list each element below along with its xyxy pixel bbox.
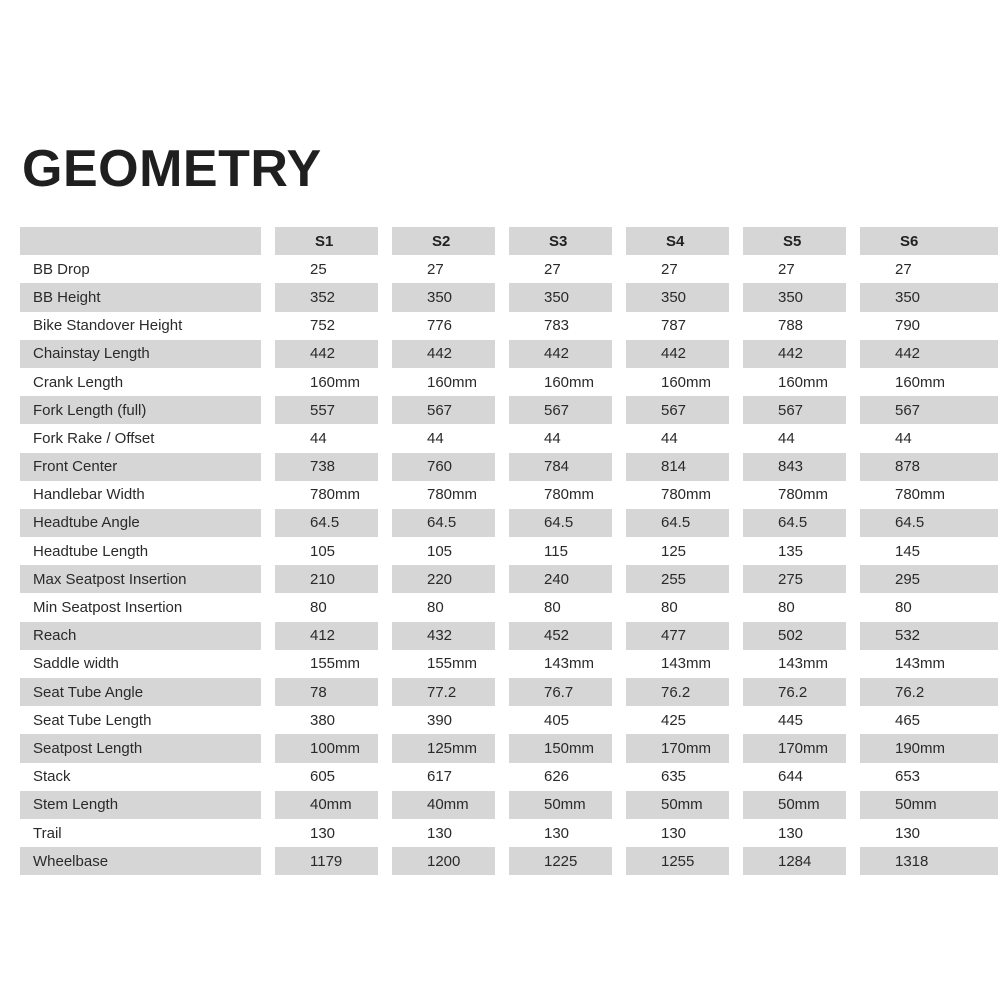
cell-s2: 442 — [392, 340, 509, 368]
cell-s6: 1318 — [860, 847, 998, 875]
row-label: Saddle width — [20, 650, 275, 678]
cell-s2: 44 — [392, 424, 509, 452]
cell-s6: 190mm — [860, 734, 998, 762]
cell-s2: 64.5 — [392, 509, 509, 537]
cell-s3: 150mm — [509, 734, 626, 762]
row-label: Seat Tube Length — [20, 706, 275, 734]
table-row — [20, 791, 998, 819]
table-row — [20, 593, 998, 621]
row-label: Reach — [20, 622, 275, 650]
cell-s4: 50mm — [626, 791, 743, 819]
size-header-s6: S6 — [860, 227, 998, 255]
cell-s3: 80 — [509, 593, 626, 621]
cell-s2: 130 — [392, 819, 509, 847]
cell-s2: 40mm — [392, 791, 509, 819]
cell-s2: 80 — [392, 593, 509, 621]
cell-s3: 115 — [509, 537, 626, 565]
cell-s3: 442 — [509, 340, 626, 368]
table-row — [20, 622, 998, 650]
cell-s2: 350 — [392, 283, 509, 311]
cell-s3: 567 — [509, 396, 626, 424]
size-header-s1: S1 — [275, 227, 392, 255]
cell-s2: 390 — [392, 706, 509, 734]
cell-s6: 295 — [860, 565, 998, 593]
cell-s3: 1225 — [509, 847, 626, 875]
cell-s6: 878 — [860, 453, 998, 481]
cell-s3: 76.7 — [509, 678, 626, 706]
table-row — [20, 537, 998, 565]
table-row — [20, 734, 998, 762]
row-label: Seatpost Length — [20, 734, 275, 762]
cell-s1: 64.5 — [275, 509, 392, 537]
geometry-table — [20, 227, 998, 875]
cell-s3: 405 — [509, 706, 626, 734]
size-header-s3: S3 — [509, 227, 626, 255]
cell-s6: 80 — [860, 593, 998, 621]
row-label: Chainstay Length — [20, 340, 275, 368]
cell-s3: 780mm — [509, 481, 626, 509]
table-row — [20, 706, 998, 734]
cell-s6: 130 — [860, 819, 998, 847]
size-header-s4: S4 — [626, 227, 743, 255]
cell-s6: 64.5 — [860, 509, 998, 537]
page-title: GEOMETRY — [22, 140, 322, 198]
cell-s4: 780mm — [626, 481, 743, 509]
cell-s2: 155mm — [392, 650, 509, 678]
cell-s3: 130 — [509, 819, 626, 847]
cell-s4: 1255 — [626, 847, 743, 875]
cell-s2: 617 — [392, 763, 509, 791]
cell-s5: 567 — [743, 396, 860, 424]
cell-s4: 80 — [626, 593, 743, 621]
cell-s1: 352 — [275, 283, 392, 311]
table-row — [20, 847, 998, 875]
cell-s3: 350 — [509, 283, 626, 311]
cell-s1: 780mm — [275, 481, 392, 509]
size-header-s2: S2 — [392, 227, 509, 255]
cell-s6: 532 — [860, 622, 998, 650]
cell-s2: 760 — [392, 453, 509, 481]
cell-s4: 425 — [626, 706, 743, 734]
cell-s2: 432 — [392, 622, 509, 650]
cell-s6: 465 — [860, 706, 998, 734]
cell-s6: 44 — [860, 424, 998, 452]
row-label: Fork Length (full) — [20, 396, 275, 424]
cell-s4: 125 — [626, 537, 743, 565]
cell-s6: 143mm — [860, 650, 998, 678]
row-label: Wheelbase — [20, 847, 275, 875]
row-label: Stack — [20, 763, 275, 791]
cell-s5: 644 — [743, 763, 860, 791]
cell-s6: 76.2 — [860, 678, 998, 706]
cell-s5: 275 — [743, 565, 860, 593]
cell-s4: 76.2 — [626, 678, 743, 706]
cell-s4: 255 — [626, 565, 743, 593]
cell-s3: 783 — [509, 312, 626, 340]
size-header-s5: S5 — [743, 227, 860, 255]
cell-s1: 752 — [275, 312, 392, 340]
cell-s1: 380 — [275, 706, 392, 734]
cell-s4: 350 — [626, 283, 743, 311]
cell-s3: 64.5 — [509, 509, 626, 537]
cell-s5: 445 — [743, 706, 860, 734]
cell-s1: 412 — [275, 622, 392, 650]
cell-s1: 210 — [275, 565, 392, 593]
cell-s5: 143mm — [743, 650, 860, 678]
cell-s1: 160mm — [275, 368, 392, 396]
cell-s5: 502 — [743, 622, 860, 650]
cell-s6: 160mm — [860, 368, 998, 396]
table-row — [20, 340, 998, 368]
cell-s5: 44 — [743, 424, 860, 452]
cell-s5: 442 — [743, 340, 860, 368]
row-label: Bike Standover Height — [20, 312, 275, 340]
cell-s4: 477 — [626, 622, 743, 650]
cell-s1: 738 — [275, 453, 392, 481]
cell-s1: 44 — [275, 424, 392, 452]
row-label: BB Height — [20, 283, 275, 311]
row-label: Max Seatpost Insertion — [20, 565, 275, 593]
table-row — [20, 424, 998, 452]
cell-s5: 160mm — [743, 368, 860, 396]
row-label: Stem Length — [20, 791, 275, 819]
cell-s3: 452 — [509, 622, 626, 650]
cell-s1: 155mm — [275, 650, 392, 678]
cell-s4: 64.5 — [626, 509, 743, 537]
table-row — [20, 255, 998, 283]
cell-s5: 76.2 — [743, 678, 860, 706]
size-header-row — [20, 227, 998, 255]
geometry-table-body — [20, 255, 998, 875]
row-label: BB Drop — [20, 255, 275, 283]
cell-s6: 50mm — [860, 791, 998, 819]
row-label: Headtube Angle — [20, 509, 275, 537]
cell-s1: 78 — [275, 678, 392, 706]
cell-s2: 1200 — [392, 847, 509, 875]
cell-s6: 145 — [860, 537, 998, 565]
cell-s1: 40mm — [275, 791, 392, 819]
cell-s3: 240 — [509, 565, 626, 593]
cell-s1: 105 — [275, 537, 392, 565]
row-label: Fork Rake / Offset — [20, 424, 275, 452]
cell-s6: 780mm — [860, 481, 998, 509]
cell-s5: 64.5 — [743, 509, 860, 537]
row-label: Front Center — [20, 453, 275, 481]
cell-s1: 25 — [275, 255, 392, 283]
cell-s4: 814 — [626, 453, 743, 481]
cell-s2: 220 — [392, 565, 509, 593]
cell-s1: 80 — [275, 593, 392, 621]
cell-s1: 100mm — [275, 734, 392, 762]
cell-s5: 1284 — [743, 847, 860, 875]
cell-s6: 27 — [860, 255, 998, 283]
row-label: Min Seatpost Insertion — [20, 593, 275, 621]
cell-s1: 605 — [275, 763, 392, 791]
cell-s4: 787 — [626, 312, 743, 340]
cell-s5: 843 — [743, 453, 860, 481]
cell-s1: 557 — [275, 396, 392, 424]
row-label: Trail — [20, 819, 275, 847]
cell-s6: 350 — [860, 283, 998, 311]
cell-s1: 1179 — [275, 847, 392, 875]
cell-s6: 442 — [860, 340, 998, 368]
cell-s6: 567 — [860, 396, 998, 424]
cell-s4: 44 — [626, 424, 743, 452]
table-row — [20, 763, 998, 791]
cell-s3: 50mm — [509, 791, 626, 819]
table-row — [20, 509, 998, 537]
cell-s5: 350 — [743, 283, 860, 311]
table-row — [20, 678, 998, 706]
cell-s5: 135 — [743, 537, 860, 565]
cell-s2: 776 — [392, 312, 509, 340]
table-row — [20, 396, 998, 424]
cell-s5: 130 — [743, 819, 860, 847]
cell-s4: 635 — [626, 763, 743, 791]
cell-s4: 567 — [626, 396, 743, 424]
cell-s2: 780mm — [392, 481, 509, 509]
table-row — [20, 481, 998, 509]
cell-s5: 170mm — [743, 734, 860, 762]
row-label: Handlebar Width — [20, 481, 275, 509]
cell-s5: 788 — [743, 312, 860, 340]
cell-s4: 442 — [626, 340, 743, 368]
cell-s6: 790 — [860, 312, 998, 340]
cell-s2: 125mm — [392, 734, 509, 762]
table-row — [20, 283, 998, 311]
cell-s2: 77.2 — [392, 678, 509, 706]
cell-s1: 130 — [275, 819, 392, 847]
cell-s3: 160mm — [509, 368, 626, 396]
header-corner-cell — [20, 227, 275, 255]
cell-s5: 50mm — [743, 791, 860, 819]
row-label: Headtube Length — [20, 537, 275, 565]
cell-s6: 653 — [860, 763, 998, 791]
cell-s4: 170mm — [626, 734, 743, 762]
cell-s2: 105 — [392, 537, 509, 565]
cell-s5: 80 — [743, 593, 860, 621]
cell-s4: 27 — [626, 255, 743, 283]
cell-s5: 780mm — [743, 481, 860, 509]
cell-s3: 44 — [509, 424, 626, 452]
cell-s3: 143mm — [509, 650, 626, 678]
cell-s2: 567 — [392, 396, 509, 424]
table-row — [20, 368, 998, 396]
row-label: Crank Length — [20, 368, 275, 396]
cell-s4: 160mm — [626, 368, 743, 396]
cell-s3: 27 — [509, 255, 626, 283]
table-row — [20, 312, 998, 340]
table-row — [20, 565, 998, 593]
cell-s3: 626 — [509, 763, 626, 791]
cell-s2: 27 — [392, 255, 509, 283]
table-row — [20, 453, 998, 481]
cell-s4: 143mm — [626, 650, 743, 678]
cell-s1: 442 — [275, 340, 392, 368]
cell-s2: 160mm — [392, 368, 509, 396]
cell-s3: 784 — [509, 453, 626, 481]
cell-s4: 130 — [626, 819, 743, 847]
table-row — [20, 650, 998, 678]
row-label: Seat Tube Angle — [20, 678, 275, 706]
cell-s5: 27 — [743, 255, 860, 283]
table-row — [20, 819, 998, 847]
